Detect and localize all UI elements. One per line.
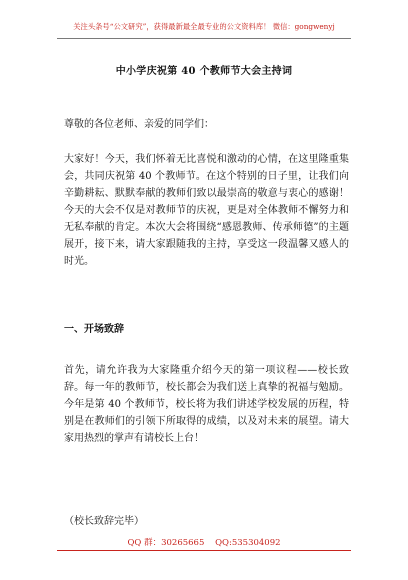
paragraph-principal-intro-text: 首先，请允许我为大家隆重介绍今天的第一项议程——校长致辞。每一年的教师节，校长都会为我们送上真挚的祝福与勉励。今年是第 40 个教师节，校长将为我们讲述学校发展的历程，特别是在教师们的引领下所取得的成绩，以及对未来的展望。请大家用热烈的掌声有请校长上台！	[64, 365, 349, 444]
footer-qq-group: QQ 群：30265665	[127, 538, 205, 548]
page-title: 中小学庆祝第 40 个教师节大会主持词	[115, 66, 293, 77]
footer-contact	[0, 536, 408, 548]
paragraph-opening-text: 大家好！今天，我们怀着无比喜悦和激动的心情，在这里隆重集会，共同庆祝第 40 个教师节。在这个特别的日子里，让我们向辛勤耕耘、默默奉献的教师们致以最崇高的敬意与衷心的感谢！今天的大会不仅是对教师节的庆祝，更是对全体教师不懈努力和无私奉献的肯定。本次大会将围绕“感恩教师、传承师德”的主题展开，接下来，请大家跟随我的主持，享受这一段温馨又感人的时光。	[64, 154, 349, 267]
footer-divider	[57, 550, 351, 551]
header-divider	[57, 38, 351, 39]
salutation: 尊敬的各位老师、亲爱的同学们：	[64, 119, 214, 130]
footer-qq: QQ:535304092	[215, 538, 281, 548]
closing-note: （校长致辞完毕）	[64, 516, 144, 527]
header-banner: 关注头条号“公文研究”，获得最新最全最专业的公文资料库！ 微信：gongwenyj	[73, 22, 335, 31]
paragraph-opening	[64, 151, 349, 270]
paragraph-principal-intro	[64, 362, 349, 447]
section-heading-opening-speech: 一、开场致辞	[64, 324, 124, 335]
